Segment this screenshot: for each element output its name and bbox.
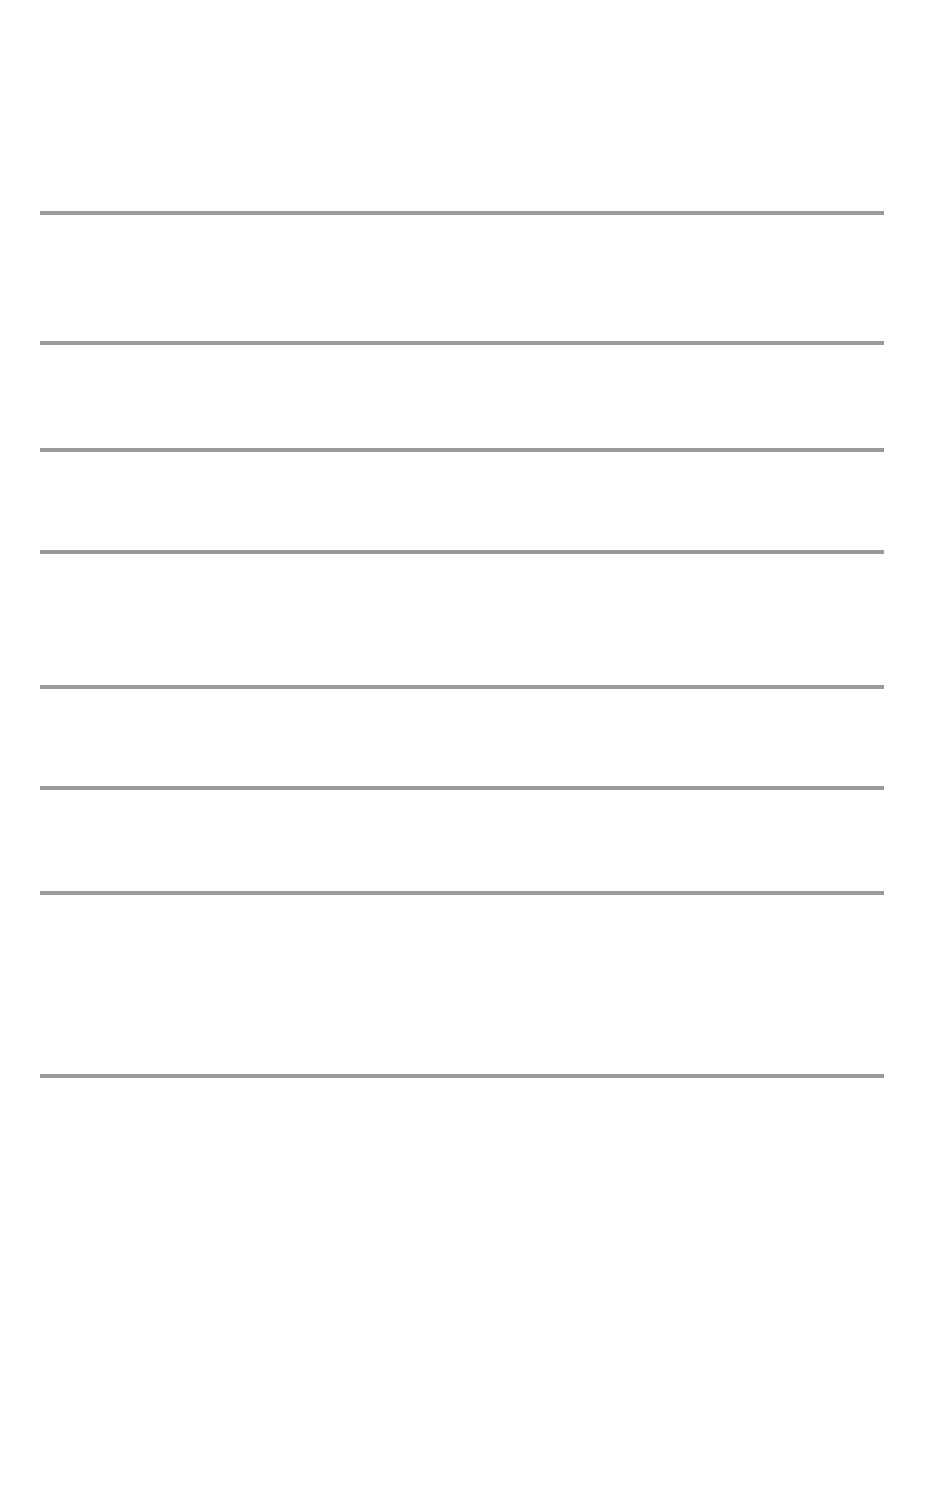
divider (40, 1074, 884, 1078)
divider (40, 211, 884, 215)
divider (40, 341, 884, 345)
divider (40, 891, 884, 895)
divider (40, 685, 884, 689)
divider (40, 550, 884, 554)
divider (40, 786, 884, 790)
divider (40, 448, 884, 452)
